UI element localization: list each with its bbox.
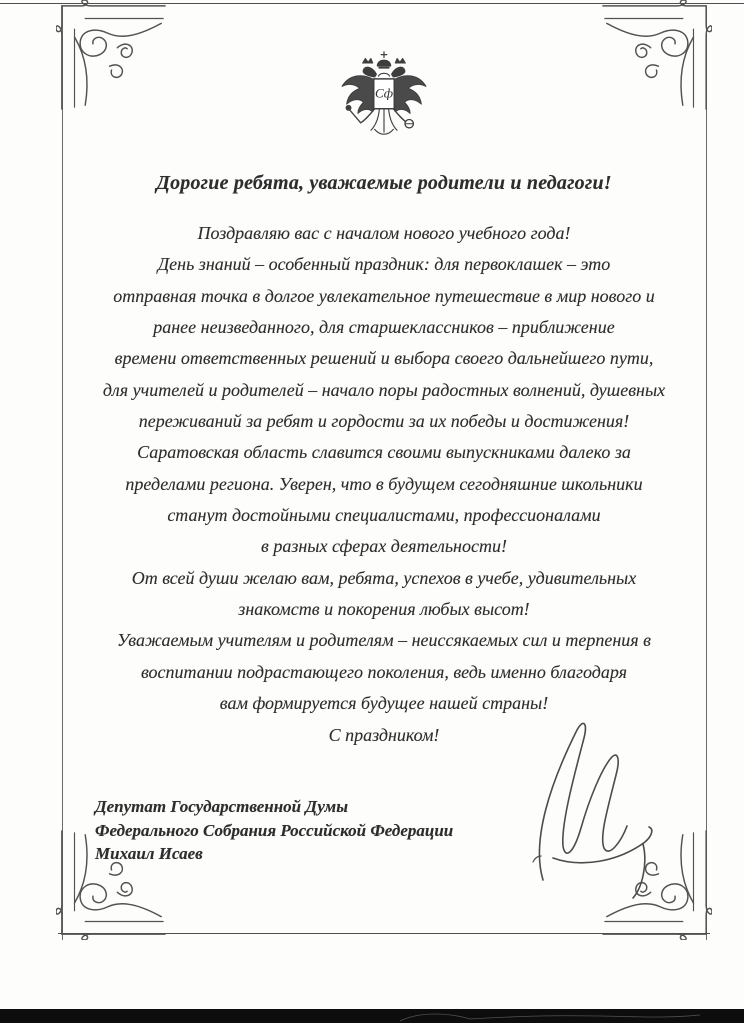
scan-artifact-bar (0, 1009, 744, 1023)
letter-body (40, 218, 728, 751)
body-line: С праздником! (328, 724, 440, 745)
corner-flourish-icon (56, 0, 168, 112)
body-line: станут достойными специалистами, профессионалами (167, 505, 601, 526)
body-line: времени ответственных решений и выбора своего дальнейшего пути, (114, 348, 654, 369)
body-line: Саратовская область славится своими выпускниками далеко за (137, 442, 631, 463)
body-line: в разных сферах деятельности! (261, 536, 507, 557)
body-line: Уважаемым учителям и родителям – неиссякаемых сил и терпения в (117, 630, 651, 651)
body-line: переживаний за ребят и гордости за их победы и достижения! (138, 411, 630, 432)
signature-title-line: Федерального Собрания Российской Федерации (95, 820, 454, 840)
body-line: отправная точка в долгое увлекательное путешествие в мир нового и (113, 285, 655, 306)
body-line: День знаний – особенный праздник: для первоклашек – это (157, 254, 611, 275)
letter-salutation: Дорогие ребята, уважаемые родители и педагоги! (156, 172, 612, 194)
signature-flourish-icon (523, 712, 678, 910)
signature-title-line: Депутат Государственной Думы (95, 797, 348, 816)
signature-block (95, 795, 453, 866)
body-line: пределами региона. Уверен, что в будущем сегодняшние школьники (125, 473, 643, 494)
body-line: Поздравляю вас с началом нового учебного года! (197, 223, 571, 243)
body-line: для учителей и родителей – начало поры радостных волнений, душевных (102, 379, 666, 400)
body-line: ранее неизведанного, для старшеклассников – приближение (153, 317, 615, 338)
emblem-monogram: Сф (374, 85, 394, 101)
signature-name: Михаил Исаев (95, 844, 203, 864)
corner-flourish-icon (600, 0, 712, 112)
body-line: воспитании подрастающего поколения, ведь именно благодаря (140, 661, 628, 682)
body-line: От всей души желаю вам, ребята, успехов в учебе, удивительных (131, 567, 637, 588)
body-line: вам формируется будущее нашей страны! (219, 693, 549, 714)
coat-of-arms-eagle-icon (337, 50, 431, 148)
body-line: знакомств и покорения любых высот! (238, 599, 530, 620)
